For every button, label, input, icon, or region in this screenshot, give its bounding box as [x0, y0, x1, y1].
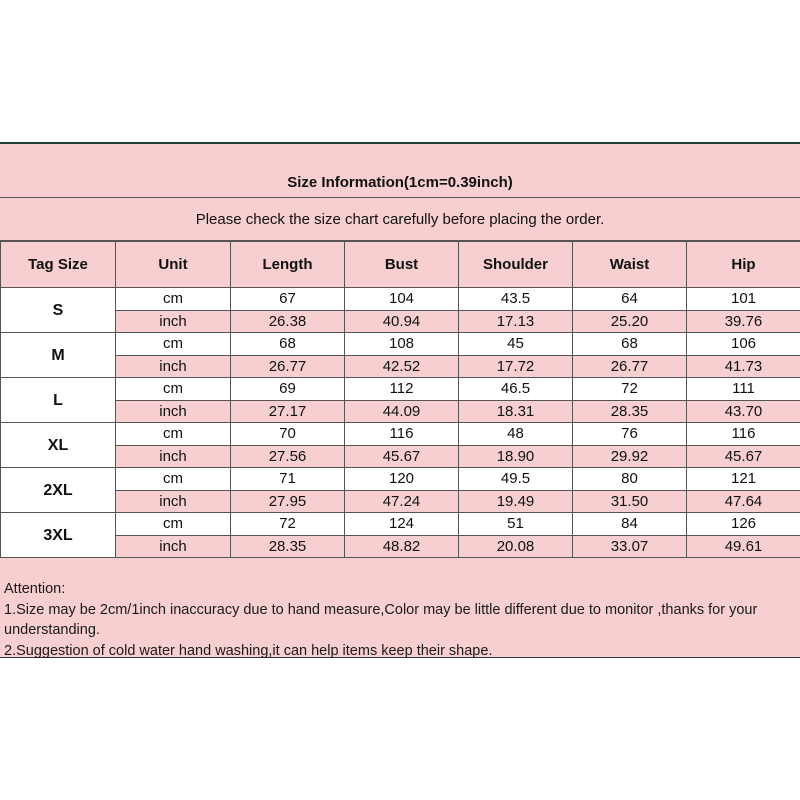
table-row — [1, 535, 800, 558]
measure-cell: 49.61 — [687, 535, 800, 558]
measure-cell: 108 — [345, 333, 459, 356]
table-row — [1, 355, 800, 378]
measure-cell: 72 — [573, 378, 687, 401]
unit-cell: cm — [116, 288, 231, 311]
table-row — [1, 468, 800, 491]
measure-cell: 49.5 — [459, 468, 573, 491]
measure-cell: 111 — [687, 378, 800, 401]
unit-cell: inch — [116, 310, 231, 333]
measure-cell: 69 — [231, 378, 345, 401]
measure-cell: 106 — [687, 333, 800, 356]
header-unit: Unit — [116, 242, 231, 288]
measure-cell: 47.64 — [687, 490, 800, 513]
unit-cell: inch — [116, 490, 231, 513]
measure-cell: 71 — [231, 468, 345, 491]
measure-cell: 28.35 — [231, 535, 345, 558]
measure-cell: 27.95 — [231, 490, 345, 513]
measure-cell: 25.20 — [573, 310, 687, 333]
measure-cell: 120 — [345, 468, 459, 491]
measure-cell: 45.67 — [687, 445, 800, 468]
measure-cell: 19.49 — [459, 490, 573, 513]
measure-cell: 126 — [687, 513, 800, 536]
header-shoulder: Shoulder — [459, 242, 573, 288]
measure-cell: 46.5 — [459, 378, 573, 401]
measure-cell: 41.73 — [687, 355, 800, 378]
measure-cell: 124 — [345, 513, 459, 536]
measure-cell: 104 — [345, 288, 459, 311]
measure-cell: 27.56 — [231, 445, 345, 468]
size-chart — [0, 142, 800, 658]
note-band — [0, 198, 800, 241]
header-row — [1, 242, 800, 288]
table-row — [1, 423, 800, 446]
measure-cell: 101 — [687, 288, 800, 311]
unit-cell: inch — [116, 355, 231, 378]
measure-cell: 48.82 — [345, 535, 459, 558]
measure-cell: 44.09 — [345, 400, 459, 423]
measure-cell: 68 — [573, 333, 687, 356]
measure-cell: 47.24 — [345, 490, 459, 513]
measure-cell: 29.92 — [573, 445, 687, 468]
measure-cell: 48 — [459, 423, 573, 446]
measure-cell: 31.50 — [573, 490, 687, 513]
tag-size-cell: M — [1, 333, 116, 378]
table-row — [1, 400, 800, 423]
measure-cell: 39.76 — [687, 310, 800, 333]
table-row — [1, 378, 800, 401]
tag-size-cell: XL — [1, 423, 116, 468]
measure-cell: 72 — [231, 513, 345, 536]
header-length: Length — [231, 242, 345, 288]
table-row — [1, 333, 800, 356]
header-waist: Waist — [573, 242, 687, 288]
unit-cell: inch — [116, 445, 231, 468]
measure-cell: 51 — [459, 513, 573, 536]
table-row — [1, 288, 800, 311]
unit-cell: cm — [116, 423, 231, 446]
table-row — [1, 490, 800, 513]
measure-cell: 76 — [573, 423, 687, 446]
measure-cell: 80 — [573, 468, 687, 491]
unit-cell: cm — [116, 333, 231, 356]
measure-cell: 84 — [573, 513, 687, 536]
measure-cell: 67 — [231, 288, 345, 311]
measure-cell: 40.94 — [345, 310, 459, 333]
measure-cell: 17.13 — [459, 310, 573, 333]
header-bust: Bust — [345, 242, 459, 288]
measure-cell: 17.72 — [459, 355, 573, 378]
measure-cell: 45.67 — [345, 445, 459, 468]
attention-heading: Attention: — [4, 581, 66, 597]
measure-cell: 18.90 — [459, 445, 573, 468]
attention-line-1: 1.Size may be 2cm/1inch inaccuracy due to hand measure,Color may be little different due to monitor ,thanks for your understanding. — [4, 601, 758, 638]
unit-cell: cm — [116, 378, 231, 401]
tag-size-cell: 3XL — [1, 513, 116, 558]
unit-cell: inch — [116, 535, 231, 558]
table-row — [1, 445, 800, 468]
measure-cell: 20.08 — [459, 535, 573, 558]
title-band — [0, 144, 800, 198]
header-tag-size: Tag Size — [1, 242, 116, 288]
measure-cell: 26.77 — [573, 355, 687, 378]
measure-cell: 116 — [687, 423, 800, 446]
measure-cell: 64 — [573, 288, 687, 311]
measure-cell: 26.38 — [231, 310, 345, 333]
order-note: Please check the size chart carefully before placing the order. — [195, 210, 605, 228]
tag-size-cell: 2XL — [1, 468, 116, 513]
measure-cell: 43.70 — [687, 400, 800, 423]
measure-cell: 45 — [459, 333, 573, 356]
measure-cell: 18.31 — [459, 400, 573, 423]
tag-size-cell: L — [1, 378, 116, 423]
unit-cell: inch — [116, 400, 231, 423]
measure-cell: 33.07 — [573, 535, 687, 558]
unit-cell: cm — [116, 468, 231, 491]
size-body — [1, 288, 800, 558]
table-row — [1, 513, 800, 536]
measure-cell: 112 — [345, 378, 459, 401]
measure-cell: 27.17 — [231, 400, 345, 423]
measure-cell: 28.35 — [573, 400, 687, 423]
measure-cell: 43.5 — [459, 288, 573, 311]
measure-cell: 26.77 — [231, 355, 345, 378]
measure-cell: 70 — [231, 423, 345, 446]
tag-size-cell: S — [1, 288, 116, 333]
header-hip: Hip — [687, 242, 800, 288]
measure-cell: 121 — [687, 468, 800, 491]
attention-notes — [0, 576, 800, 664]
measure-cell: 116 — [345, 423, 459, 446]
table-row — [1, 310, 800, 333]
unit-cell: cm — [116, 513, 231, 536]
chart-title: Size Information(1cm=0.39inch) — [287, 174, 513, 191]
measure-cell: 68 — [231, 333, 345, 356]
attention-line-2: 2.Suggestion of cold water hand washing,it can help items keep their shape. — [4, 642, 493, 659]
size-table — [0, 241, 800, 558]
measure-cell: 42.52 — [345, 355, 459, 378]
